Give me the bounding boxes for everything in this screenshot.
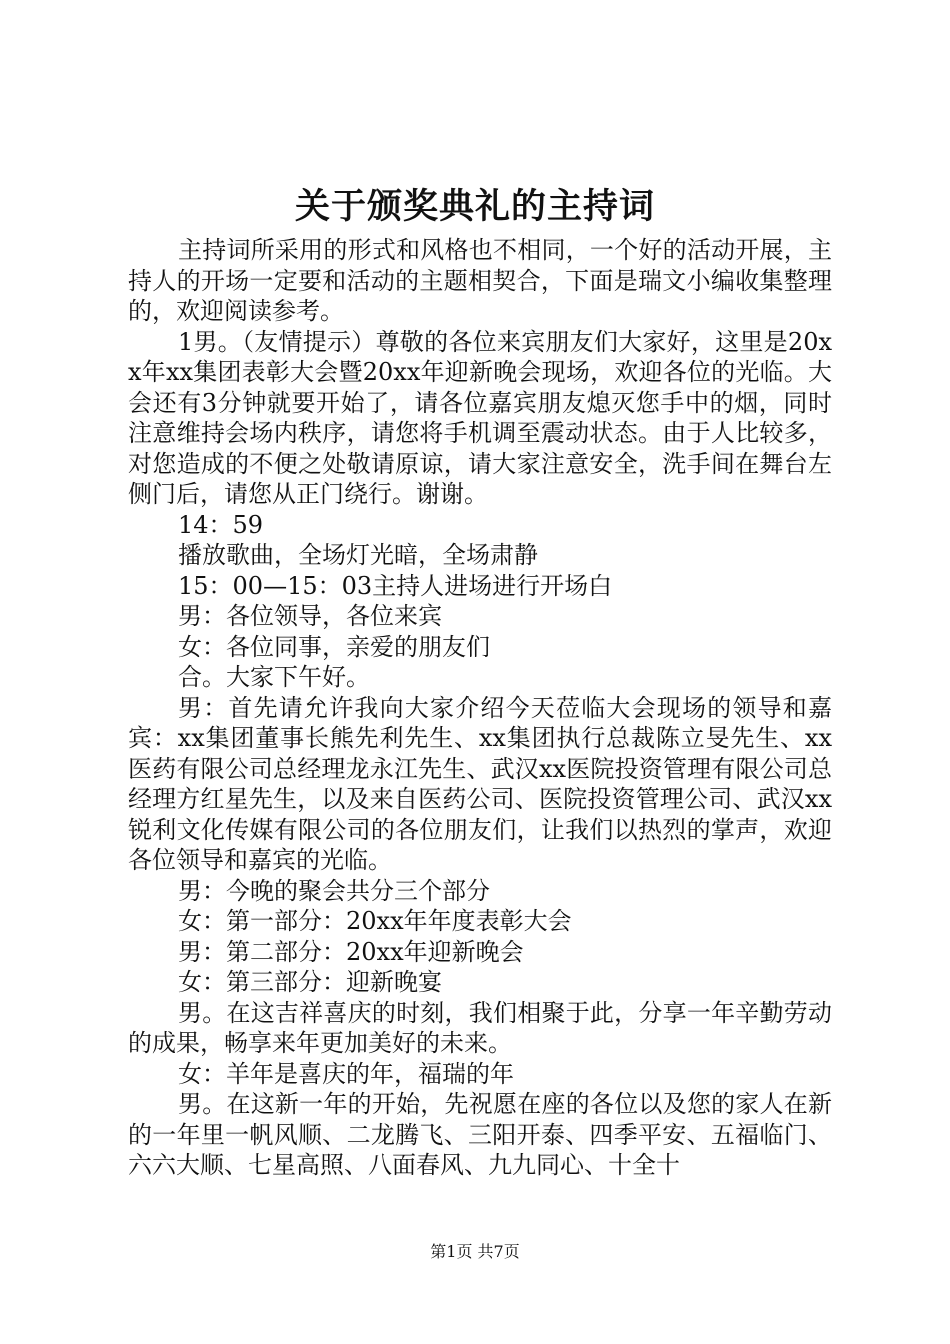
paragraph: 播放歌曲，全场灯光暗，全场肃静 <box>178 541 538 569</box>
paragraph: 男：第二部分：20xx年迎新晚会 <box>178 937 524 966</box>
paragraph: 男。在这新一年的开始，先祝愿在座的各位以及您的家人在新的一年里一帆风顺、二龙腾飞、三阳开泰、四季平安、五福临门、六六大顺、七星高照、八面春风、九九同心、十全十 <box>128 1090 832 1179</box>
paragraph: 合。大家下午好。 <box>178 663 370 691</box>
paragraph: 男：今晚的聚会共分三个部分 <box>178 876 490 905</box>
paragraph: 女：第一部分：20xx年年度表彰大会 <box>178 907 572 935</box>
document-title: 关于颁奖典礼的主持词 <box>294 186 655 227</box>
paragraph: 男：各位领导，各位来宾 <box>178 602 442 630</box>
paragraph: 1男。（友情提示）尊敬的各位来宾朋友们大家好，这里是20xx年xx集团表彰大会暨20xx年迎新晚会现场，欢迎各位的光临。大会还有3分钟就要开始了，请各位嘉宾朋友熄灭您手中的烟，同时注意维持会场内秩序，请您将手机调至震动状态。由于人比较多，对您造成的不便之处敬请原谅，请大家注意安全，洗手间在舞台左侧门后，请您从正门绕行。谢谢。 <box>128 327 832 508</box>
paragraph: 女：第三部分：迎新晚宴 <box>178 968 442 996</box>
paragraph: 主持词所采用的形式和风格也不相同，一个好的活动开展，主持人的开场一定要和活动的主题相契合，下面是瑞文小编收集整理的，欢迎阅读参考。 <box>128 236 832 325</box>
page-footer: 第1页 共7页 <box>430 1242 520 1261</box>
paragraph: 14：59 <box>178 510 264 539</box>
paragraph: 女：羊年是喜庆的年，福瑞的年 <box>178 1059 514 1088</box>
paragraph: 女：各位同事，亲爱的朋友们 <box>178 632 490 661</box>
paragraph: 男：首先请允许我向大家介绍今天莅临大会现场的领导和嘉宾：xx集团董事长熊先利先生、xx集团执行总裁陈立旻先生、xx医药有限公司总经理龙永江先生、武汉xx医院投资管理有限公司总经理方红星先生，以及来自医药公司、医院投资管理公司、武汉xx锐利文化传媒有限公司的各位朋友们，让我们以热烈的掌声，欢迎各位领导和嘉宾的光临。 <box>128 693 832 874</box>
paragraph: 15：00—15：03主持人进场进行开场白 <box>178 571 613 600</box>
paragraph: 男。在这吉祥喜庆的时刻，我们相聚于此，分享一年辛勤劳动的成果，畅享来年更加美好的未来。 <box>128 998 832 1057</box>
document-body <box>128 235 832 1181</box>
